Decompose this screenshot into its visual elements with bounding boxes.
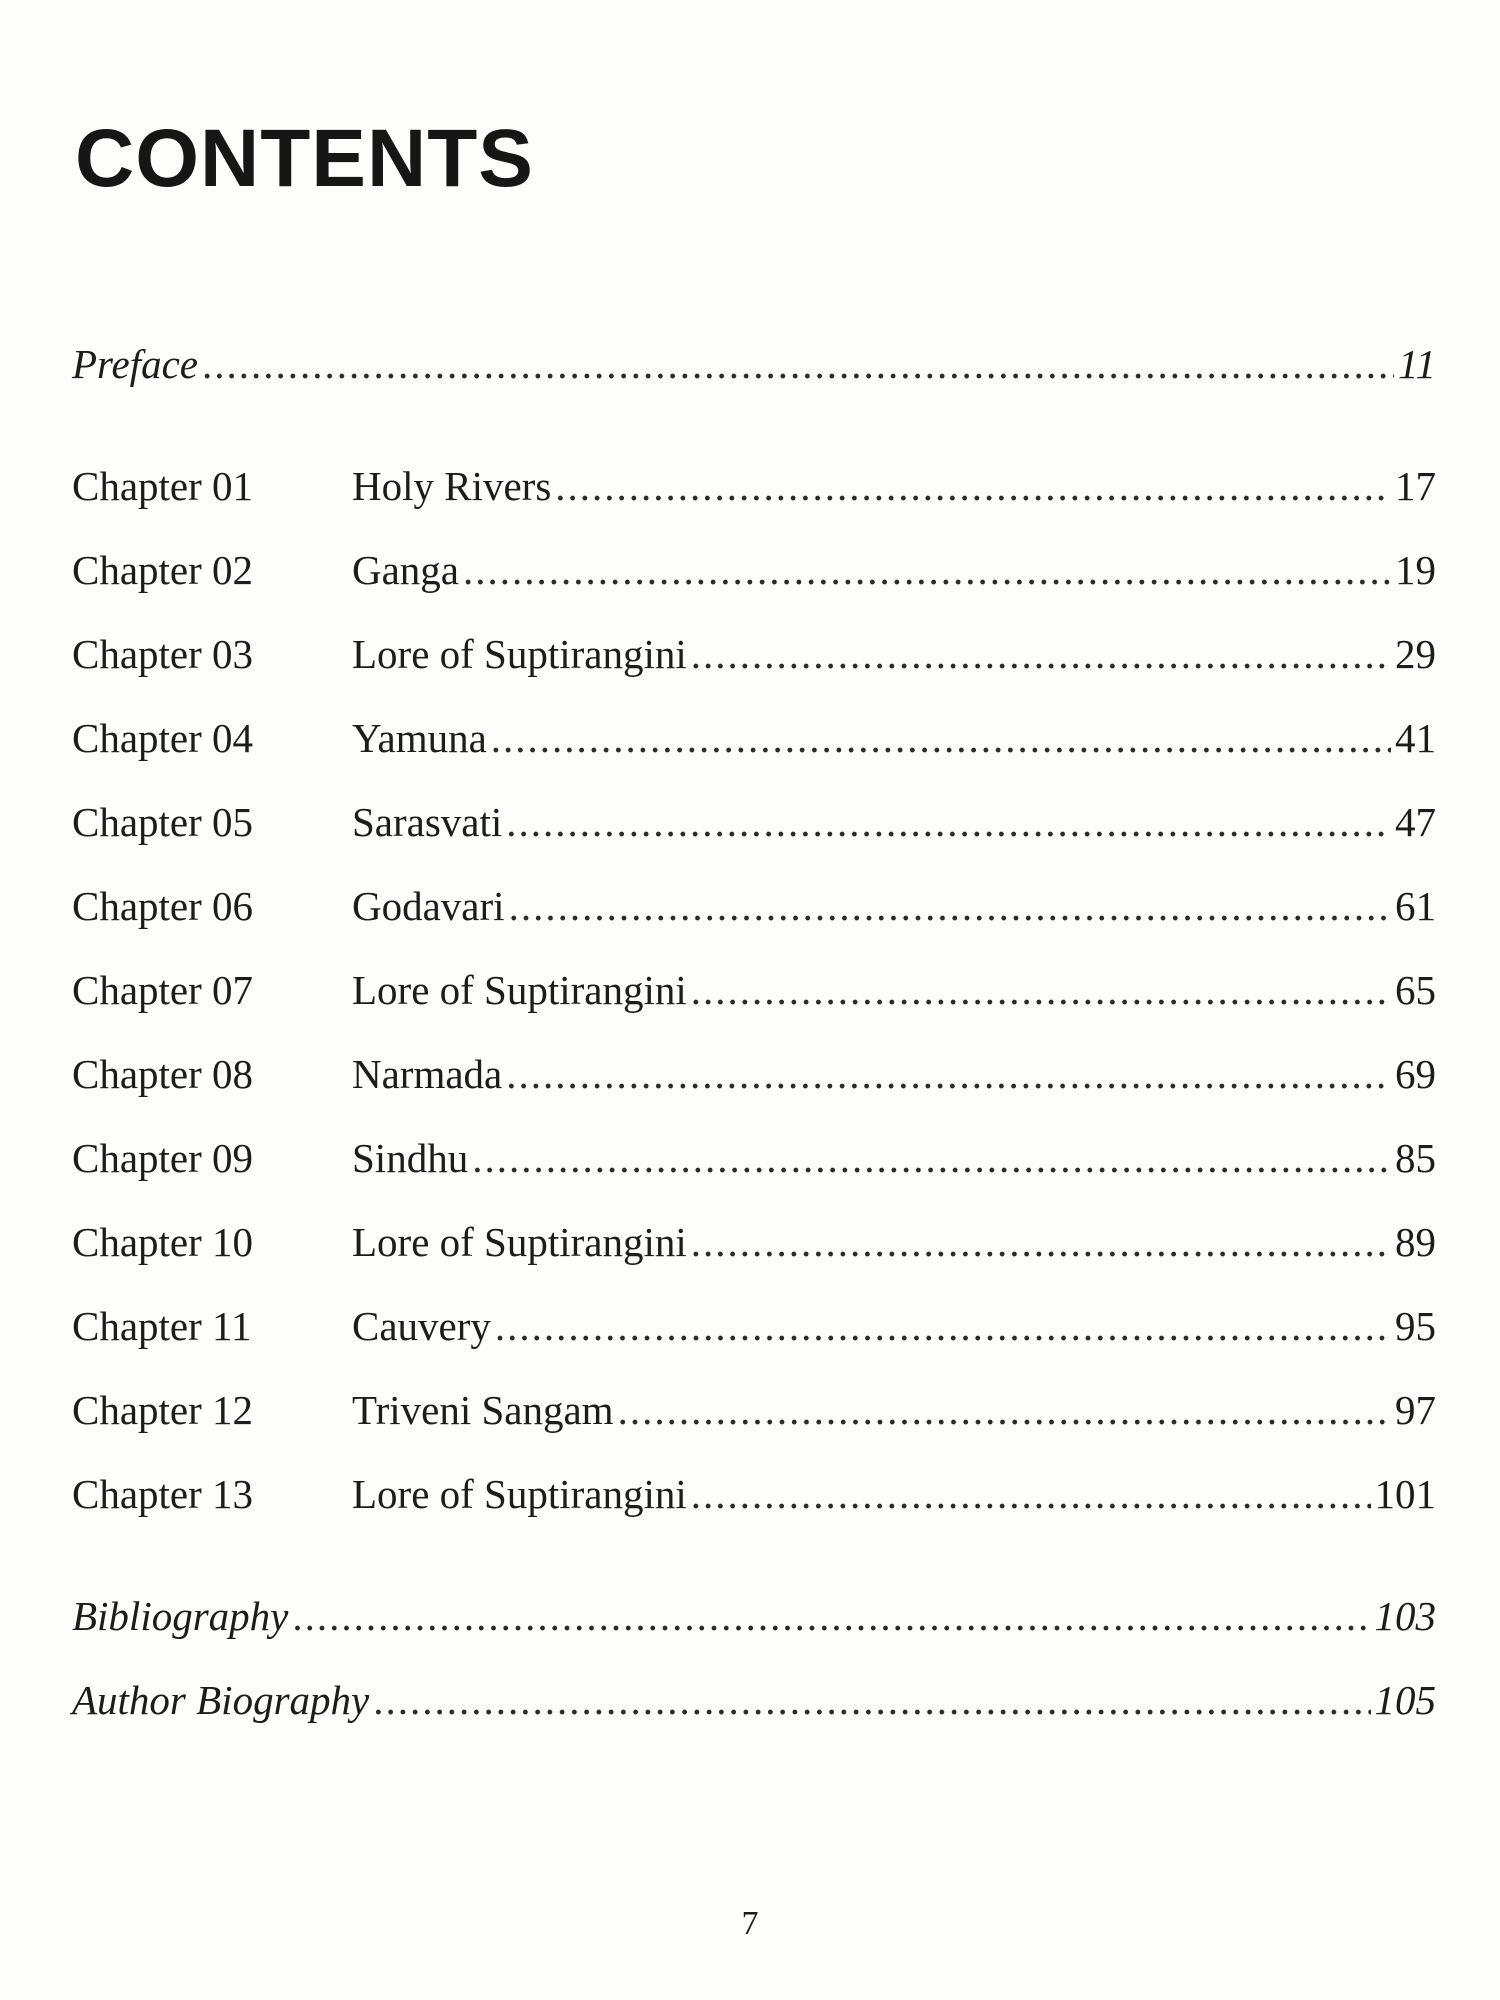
toc-entry-chapter[interactable]: [72, 876, 1436, 936]
dot-leader: [691, 1464, 1371, 1524]
dot-leader: [373, 1670, 1370, 1730]
toc-entry-chapter[interactable]: [72, 1212, 1436, 1272]
toc-entry-preface[interactable]: [72, 334, 1436, 394]
dot-leader: [202, 334, 1394, 394]
toc-page-number: 85: [1395, 1135, 1436, 1181]
dot-leader: [618, 1380, 1391, 1440]
toc-page-number: 17: [1395, 463, 1436, 509]
toc-entry-chapter[interactable]: [72, 708, 1436, 768]
toc-entry-chapter[interactable]: [72, 960, 1436, 1020]
chapter-number: Chapter 10: [72, 1219, 254, 1265]
chapter-title: Ganga: [352, 547, 460, 593]
toc-page-number: 105: [1374, 1677, 1436, 1723]
toc-page-number: 47: [1395, 799, 1436, 845]
dot-leader: [506, 1044, 1391, 1104]
toc-page-number: 19: [1395, 547, 1436, 593]
chapter-title: Sindhu: [352, 1135, 469, 1181]
toc-entry-label: Preface: [72, 341, 198, 387]
dot-leader: [691, 624, 1391, 684]
toc-entry-chapter[interactable]: [72, 456, 1436, 516]
toc-entry-chapter[interactable]: [72, 792, 1436, 852]
chapter-number: Chapter 13: [72, 1471, 254, 1517]
dot-leader: [495, 1296, 1391, 1356]
toc-page-number: 61: [1395, 883, 1436, 929]
chapter-number: Chapter 12: [72, 1387, 254, 1433]
dot-leader: [491, 708, 1391, 768]
chapter-title: Lore of Suptirangini: [352, 1219, 687, 1265]
chapter-number: Chapter 09: [72, 1135, 254, 1181]
dot-leader: [472, 1128, 1391, 1188]
toc-entry-label: Author Biography: [72, 1677, 370, 1723]
toc-entry-chapter[interactable]: [72, 1044, 1436, 1104]
dot-leader: [506, 792, 1391, 852]
toc-entry-author-biography[interactable]: [72, 1670, 1436, 1730]
toc-page-number: 11: [1398, 341, 1436, 387]
chapter-title: Narmada: [352, 1051, 503, 1097]
dot-leader: [463, 540, 1391, 600]
dot-leader: [691, 1212, 1391, 1272]
chapter-title: Yamuna: [352, 715, 487, 761]
chapter-title: Godavari: [352, 883, 505, 929]
toc-page-number: 89: [1395, 1219, 1436, 1265]
toc-page-number: 103: [1374, 1593, 1436, 1639]
chapter-number: Chapter 02: [72, 547, 254, 593]
toc-entry-chapter[interactable]: [72, 1380, 1436, 1440]
dot-leader: [555, 456, 1391, 516]
dot-leader: [691, 960, 1391, 1020]
chapter-title: Holy Rivers: [352, 463, 552, 509]
toc-page-number: 95: [1395, 1303, 1436, 1349]
toc-page-number: 69: [1395, 1051, 1436, 1097]
chapter-number: Chapter 03: [72, 631, 254, 677]
chapter-title: Triveni Sangam: [352, 1387, 614, 1433]
toc-page-number: 65: [1395, 967, 1436, 1013]
toc-page-number: 29: [1395, 631, 1436, 677]
chapter-number: Chapter 06: [72, 883, 254, 929]
toc-page-number: 97: [1395, 1387, 1436, 1433]
chapter-number: Chapter 07: [72, 967, 254, 1013]
chapter-title: Lore of Suptirangini: [352, 967, 687, 1013]
chapter-title: Cauvery: [352, 1303, 491, 1349]
dot-leader: [292, 1586, 1370, 1646]
toc-entry-chapter[interactable]: [72, 1128, 1436, 1188]
chapter-title: Sarasvati: [352, 799, 503, 845]
chapter-number: Chapter 11: [72, 1303, 252, 1349]
page-title: CONTENTS: [75, 113, 534, 204]
toc-entry-chapter[interactable]: [72, 1296, 1436, 1356]
toc-entry-bibliography[interactable]: [72, 1586, 1436, 1646]
chapter-title: Lore of Suptirangini: [352, 631, 687, 677]
toc-entry-chapter[interactable]: [72, 1464, 1436, 1524]
chapter-number: Chapter 04: [72, 715, 254, 761]
toc-page-number: 41: [1395, 715, 1436, 761]
chapter-number: Chapter 08: [72, 1051, 254, 1097]
toc-entry-label: Bibliography: [72, 1593, 289, 1639]
toc-page-number: 101: [1374, 1471, 1436, 1517]
toc-entry-chapter[interactable]: [72, 624, 1436, 684]
dot-leader: [509, 876, 1391, 936]
chapter-number: Chapter 01: [72, 463, 254, 509]
chapter-number: Chapter 05: [72, 799, 254, 845]
chapter-title: Lore of Suptirangini: [352, 1471, 687, 1517]
toc-entry-chapter[interactable]: [72, 540, 1436, 600]
page-number: 7: [741, 1905, 759, 1942]
